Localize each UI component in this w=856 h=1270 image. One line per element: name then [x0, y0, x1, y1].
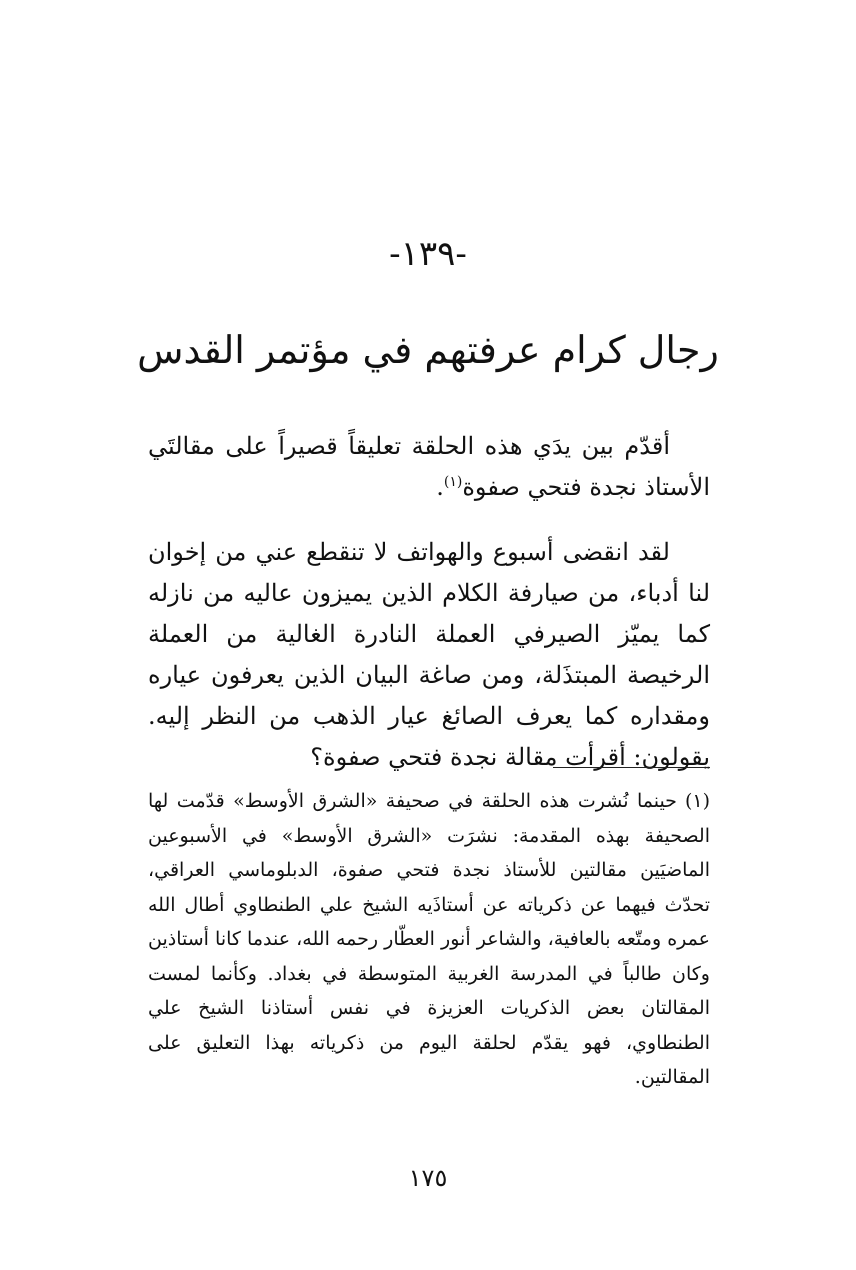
- paragraph-1-tail: .: [436, 473, 444, 501]
- footnote-reference[interactable]: (١): [443, 474, 463, 490]
- paragraph-1-text: أقدّم بين يدَي هذه الحلقة تعليقاً قصيراً على مقالتَي الأستاذ نجدة فتحي صفوة: [148, 432, 710, 501]
- body-paragraph-2: لقد انقضى أسبوع والهواتف لا تنقطع عني من إخوان لنا أدباء، من صيارفة الكلام الذين يميزون عاليه من نازله كما يميّز الصيرفي العملة النادرة الغالية من العملة الرخيصة المبتذَلة، ومن صاغة البيان الذين يعرفون عياره ومقداره كما يعرف الصائغ عيار الذهب من النظر إليه. يقولون: أقرأت مقالة نجدة فتحي صفوة؟: [148, 538, 711, 771]
- chapter-number: -١٣٩-: [389, 234, 467, 274]
- footnote-divider: [553, 767, 710, 768]
- body-paragraph-1: [148, 426, 710, 508]
- chapter-title: رجال كرام عرفتهم في مؤتمر القدس: [137, 328, 719, 372]
- footnote-marker: (١): [684, 790, 710, 812]
- footnote: [148, 784, 710, 1095]
- footnote-text: حينما نُشرت هذه الحلقة في صحيفة «الشرق الأوسط» قدّمت لها الصحيفة بهذه المقدمة: نشرَت «الشرق الأوسط» في الأسبوعين الماضيَين مقالتين للأستاذ نجدة فتحي صفوة، الدبلوماسي العراقي، تحدّث فيهما عن ذكرياته عن أستاذَيه الشيخ علي الطنطاوي أطال الله عمره ومتّعه بالعافية، والشاعر أنور العطّار رحمه الله، عندما كانا أستاذين وكان طالباً في المدرسة الغربية المتوسطة في بغداد. وكأنما لمست المقالتان بعض الذكريات العزيزة في نفس أستاذنا الشيخ علي الطنطاوي، فهو يقدّم لحلقة اليوم من ذكرياته بهذا التعليق على المقالتين.: [148, 790, 710, 1088]
- page-number: ١٧٥: [408, 1164, 448, 1192]
